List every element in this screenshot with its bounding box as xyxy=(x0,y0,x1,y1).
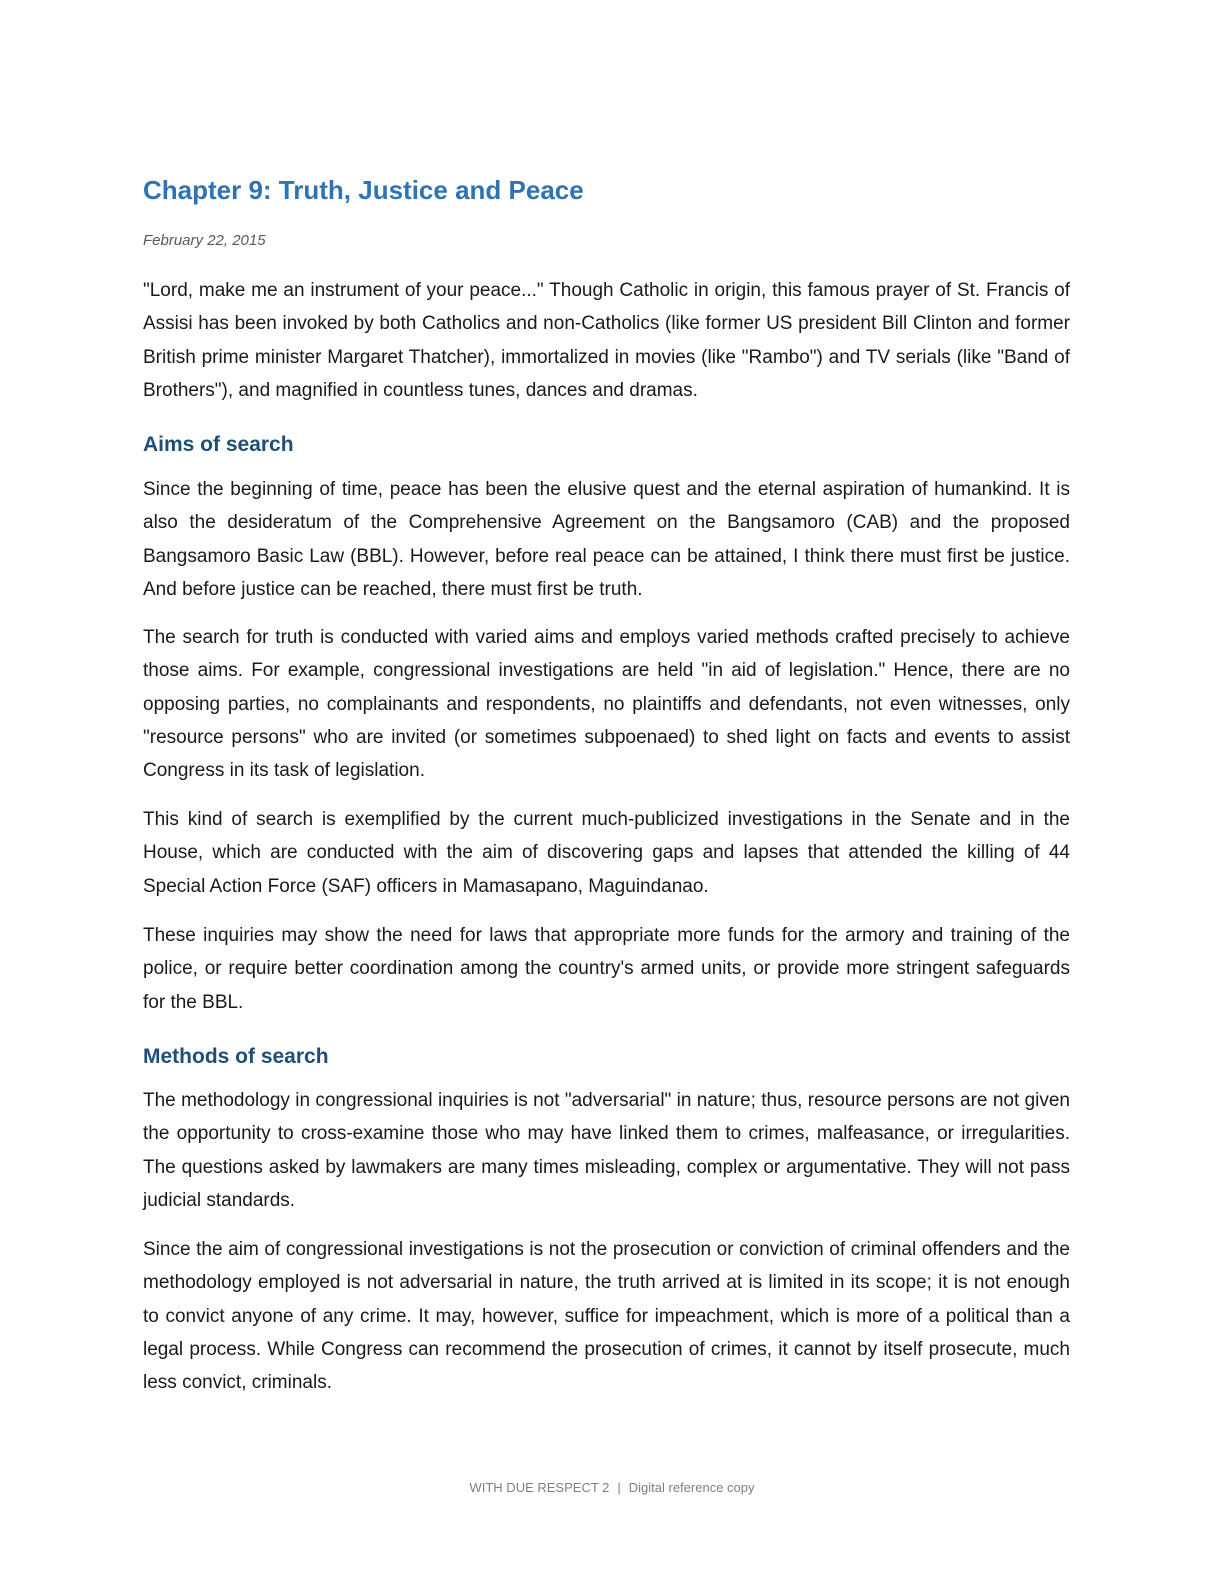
chapter-title: Chapter 9: Truth, Justice and Peace xyxy=(143,175,584,205)
section-heading-aims: Aims of search xyxy=(143,433,294,456)
aims-paragraph-1: Since the beginning of time, peace has been the elusive quest and the eternal aspiration of humankind. It is also the desideratum of the Comprehensive Agreement on the Bangsamoro (CAB) and the proposed Bangsamoro Basic Law (BBL). However, before real peace can be attained, I think there must first be justice. And before justice can be reached, there must first be truth. xyxy=(143,479,1070,600)
publication-date: February 22, 2015 xyxy=(143,232,266,249)
methods-paragraph-2: Since the aim of congressional investigations is not the prosecution or conviction of criminal offenders and the methodology employed is not adversarial in nature, the truth arrived at is limited in its scope; it is not enough to convict anyone of any crime. It may, however, suffice for impeachment, which is more of a political than a legal process. While Congress can recommend the prosecution of crimes, it cannot by itself prosecute, much less convict, criminals. xyxy=(143,1239,1070,1394)
page-footer xyxy=(0,1478,1224,1498)
footer-book-title: WITH DUE RESPECT 2 xyxy=(469,1480,610,1495)
footer-copy-note: Digital reference copy xyxy=(628,1480,755,1495)
aims-paragraph-4: These inquiries may show the need for laws that appropriate more funds for the armory and training of the police, or require better coordination among the country's armed units, or provide more stringent safeguards for the BBL. xyxy=(143,925,1070,1013)
aims-paragraph-2: The search for truth is conducted with varied aims and employs varied methods crafted precisely to achieve those aims. For example, congressional investigations are held "in aid of legislation." Hence, there are no opposing parties, no complainants and respondents, no plaintiffs and defendants, not even witnesses, only "resource persons" who are invited (or sometimes subpoenaed) to shed light on facts and events to assist Congress in its task of legislation. xyxy=(143,627,1070,782)
methods-paragraph-1: The methodology in congressional inquiries is not "adversarial" in nature; thus, resource persons are not given the opportunity to cross-examine those who may have linked them to crimes, malfeasance, or irregularities. The questions asked by lawmakers are many times misleading, complex or argumentative. They will not pass judicial standards. xyxy=(143,1090,1070,1211)
aims-paragraph-3: This kind of search is exemplified by the current much-publicized investigations in the Senate and in the House, which are conducted with the aim of discovering gaps and lapses that attended the killing of 44 Special Action Force (SAF) officers in Mamasapano, Maguindanao. xyxy=(143,809,1070,897)
footer-separator: | xyxy=(617,1480,621,1495)
section-heading-methods: Methods of search xyxy=(143,1045,329,1068)
intro-paragraph: "Lord, make me an instrument of your peace..." Though Catholic in origin, this famous prayer of St. Francis of Assisi has been invoked by both Catholics and non-Catholics (like former US president Bill Clinton and former British prime minister Margaret Thatcher), immortalized in movies (like "Rambo") and TV serials (like "Band of Brothers"), and magnified in countless tunes, dances and dramas. xyxy=(143,280,1070,401)
